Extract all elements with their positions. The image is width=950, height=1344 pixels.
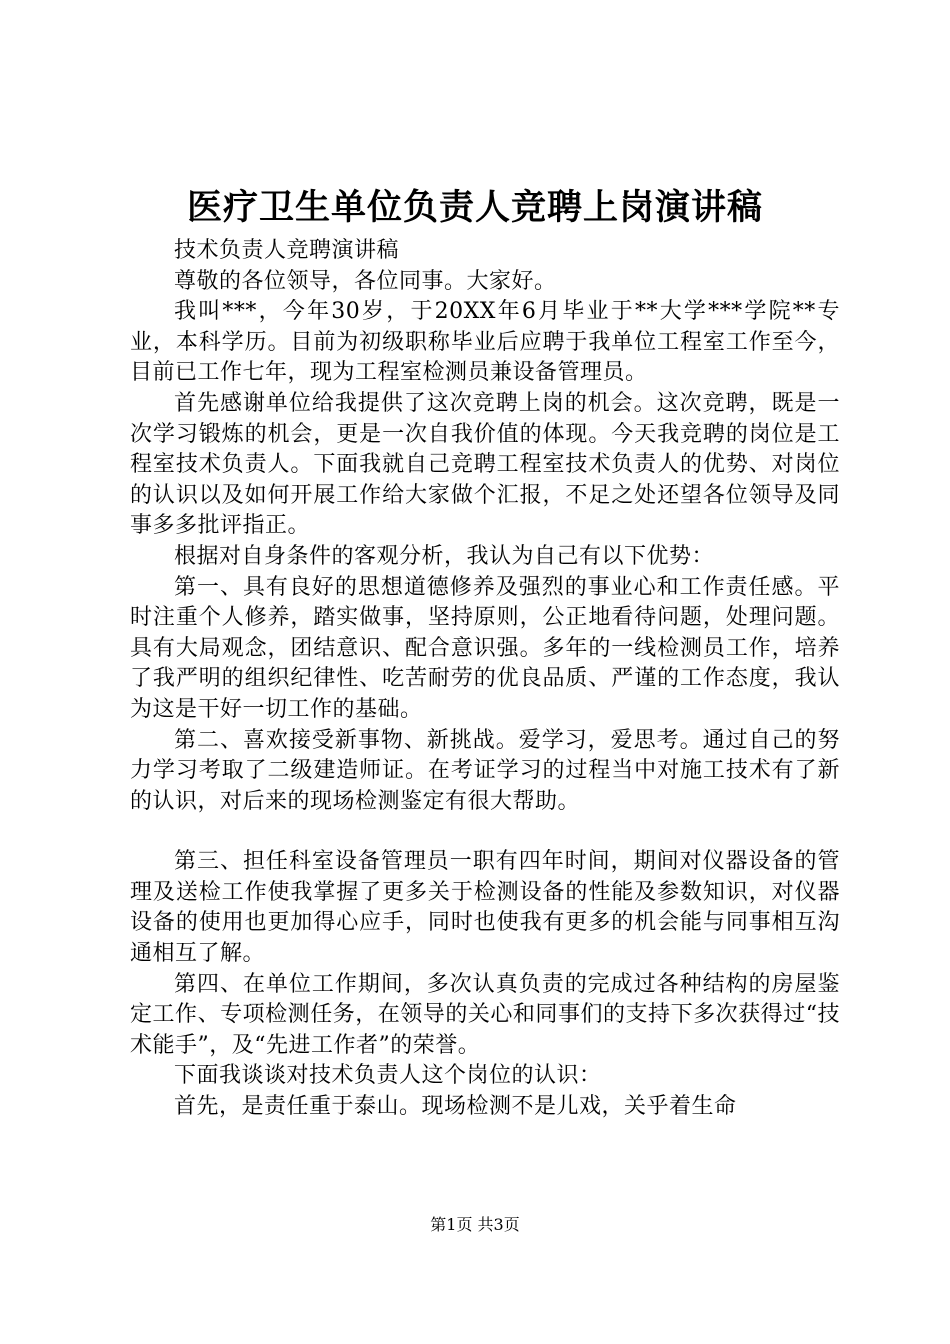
paragraph: 下面我谈谈对技术负责人这个岗位的认识： xyxy=(174,1063,602,1089)
paragraph: 第二、喜欢接受新事物、新挑战。爱学习，爱思考。通过自己的努力学习考取了二级建造师证。在考证学习的过程当中对施工技术有了新的认识，对后来的现场检测鉴定有很大帮助。 xyxy=(130,727,840,814)
document-body xyxy=(130,236,840,1123)
paragraph: 技术负责人竞聘演讲稿 xyxy=(174,238,400,263)
paragraph: 我叫***，今年30岁，于20XX年6月毕业于**大学***学院**专业，本科学历。目前为初级职称毕业后应聘于我单位工程室工作至今，目前已工作七年，现为工程室检测员兼设备管理员。 xyxy=(130,299,840,386)
paragraph: 第一、具有良好的思想道德修养及强烈的事业心和工作责任感。平时注重个人修养，踏实做事，坚持原则，公正地看待问题，处理问题。具有大局观念，团结意识、配合意识强。多年的一线检测员工作，培养了我严明的组织纪律性、吃苦耐劳的优良品质、严谨的工作态度，我认为这是干好一切工作的基础。 xyxy=(130,574,840,722)
paragraph: 尊敬的各位领导，各位同事。大家好。 xyxy=(174,268,557,294)
page-footer: 第1页 共3页 xyxy=(430,1215,520,1234)
document-title: 医疗卫生单位负责人竞聘上岗演讲稿 xyxy=(186,187,763,228)
paragraph: 第四、在单位工作期间，多次认真负责的完成过各种结构的房屋鉴定工作、专项检测任务，在领导的关心和同事们的支持下多次获得过“技术能手”，及“先进工作者”的荣誉。 xyxy=(130,971,840,1058)
paragraph: 根据对自身条件的客观分析，我认为自己有以下优势： xyxy=(174,543,715,569)
paragraph: 首先感谢单位给我提供了这次竞聘上岗的机会。这次竞聘，既是一次学习锻炼的机会，更是一次自我价值的体现。今天我竞聘的岗位是工程室技术负责人。下面我就自己竞聘工程室技术负责人的优势、对岗位的认识以及如何开展工作给大家做个汇报，不足之处还望各位领导及同事多多批评指正。 xyxy=(130,390,840,539)
paragraph: 首先，是责任重于泰山。现场检测不是儿戏，关乎着生命 xyxy=(174,1094,737,1120)
paragraph: 第三、担任科室设备管理员一职有四年时间，期间对仪器设备的管理及送检工作使我掌握了更多关于检测设备的性能及参数知识，对仪器设备的使用也更加得心应手，同时也使我有更多的机会能与同事相互沟通相互了解。 xyxy=(130,849,840,967)
